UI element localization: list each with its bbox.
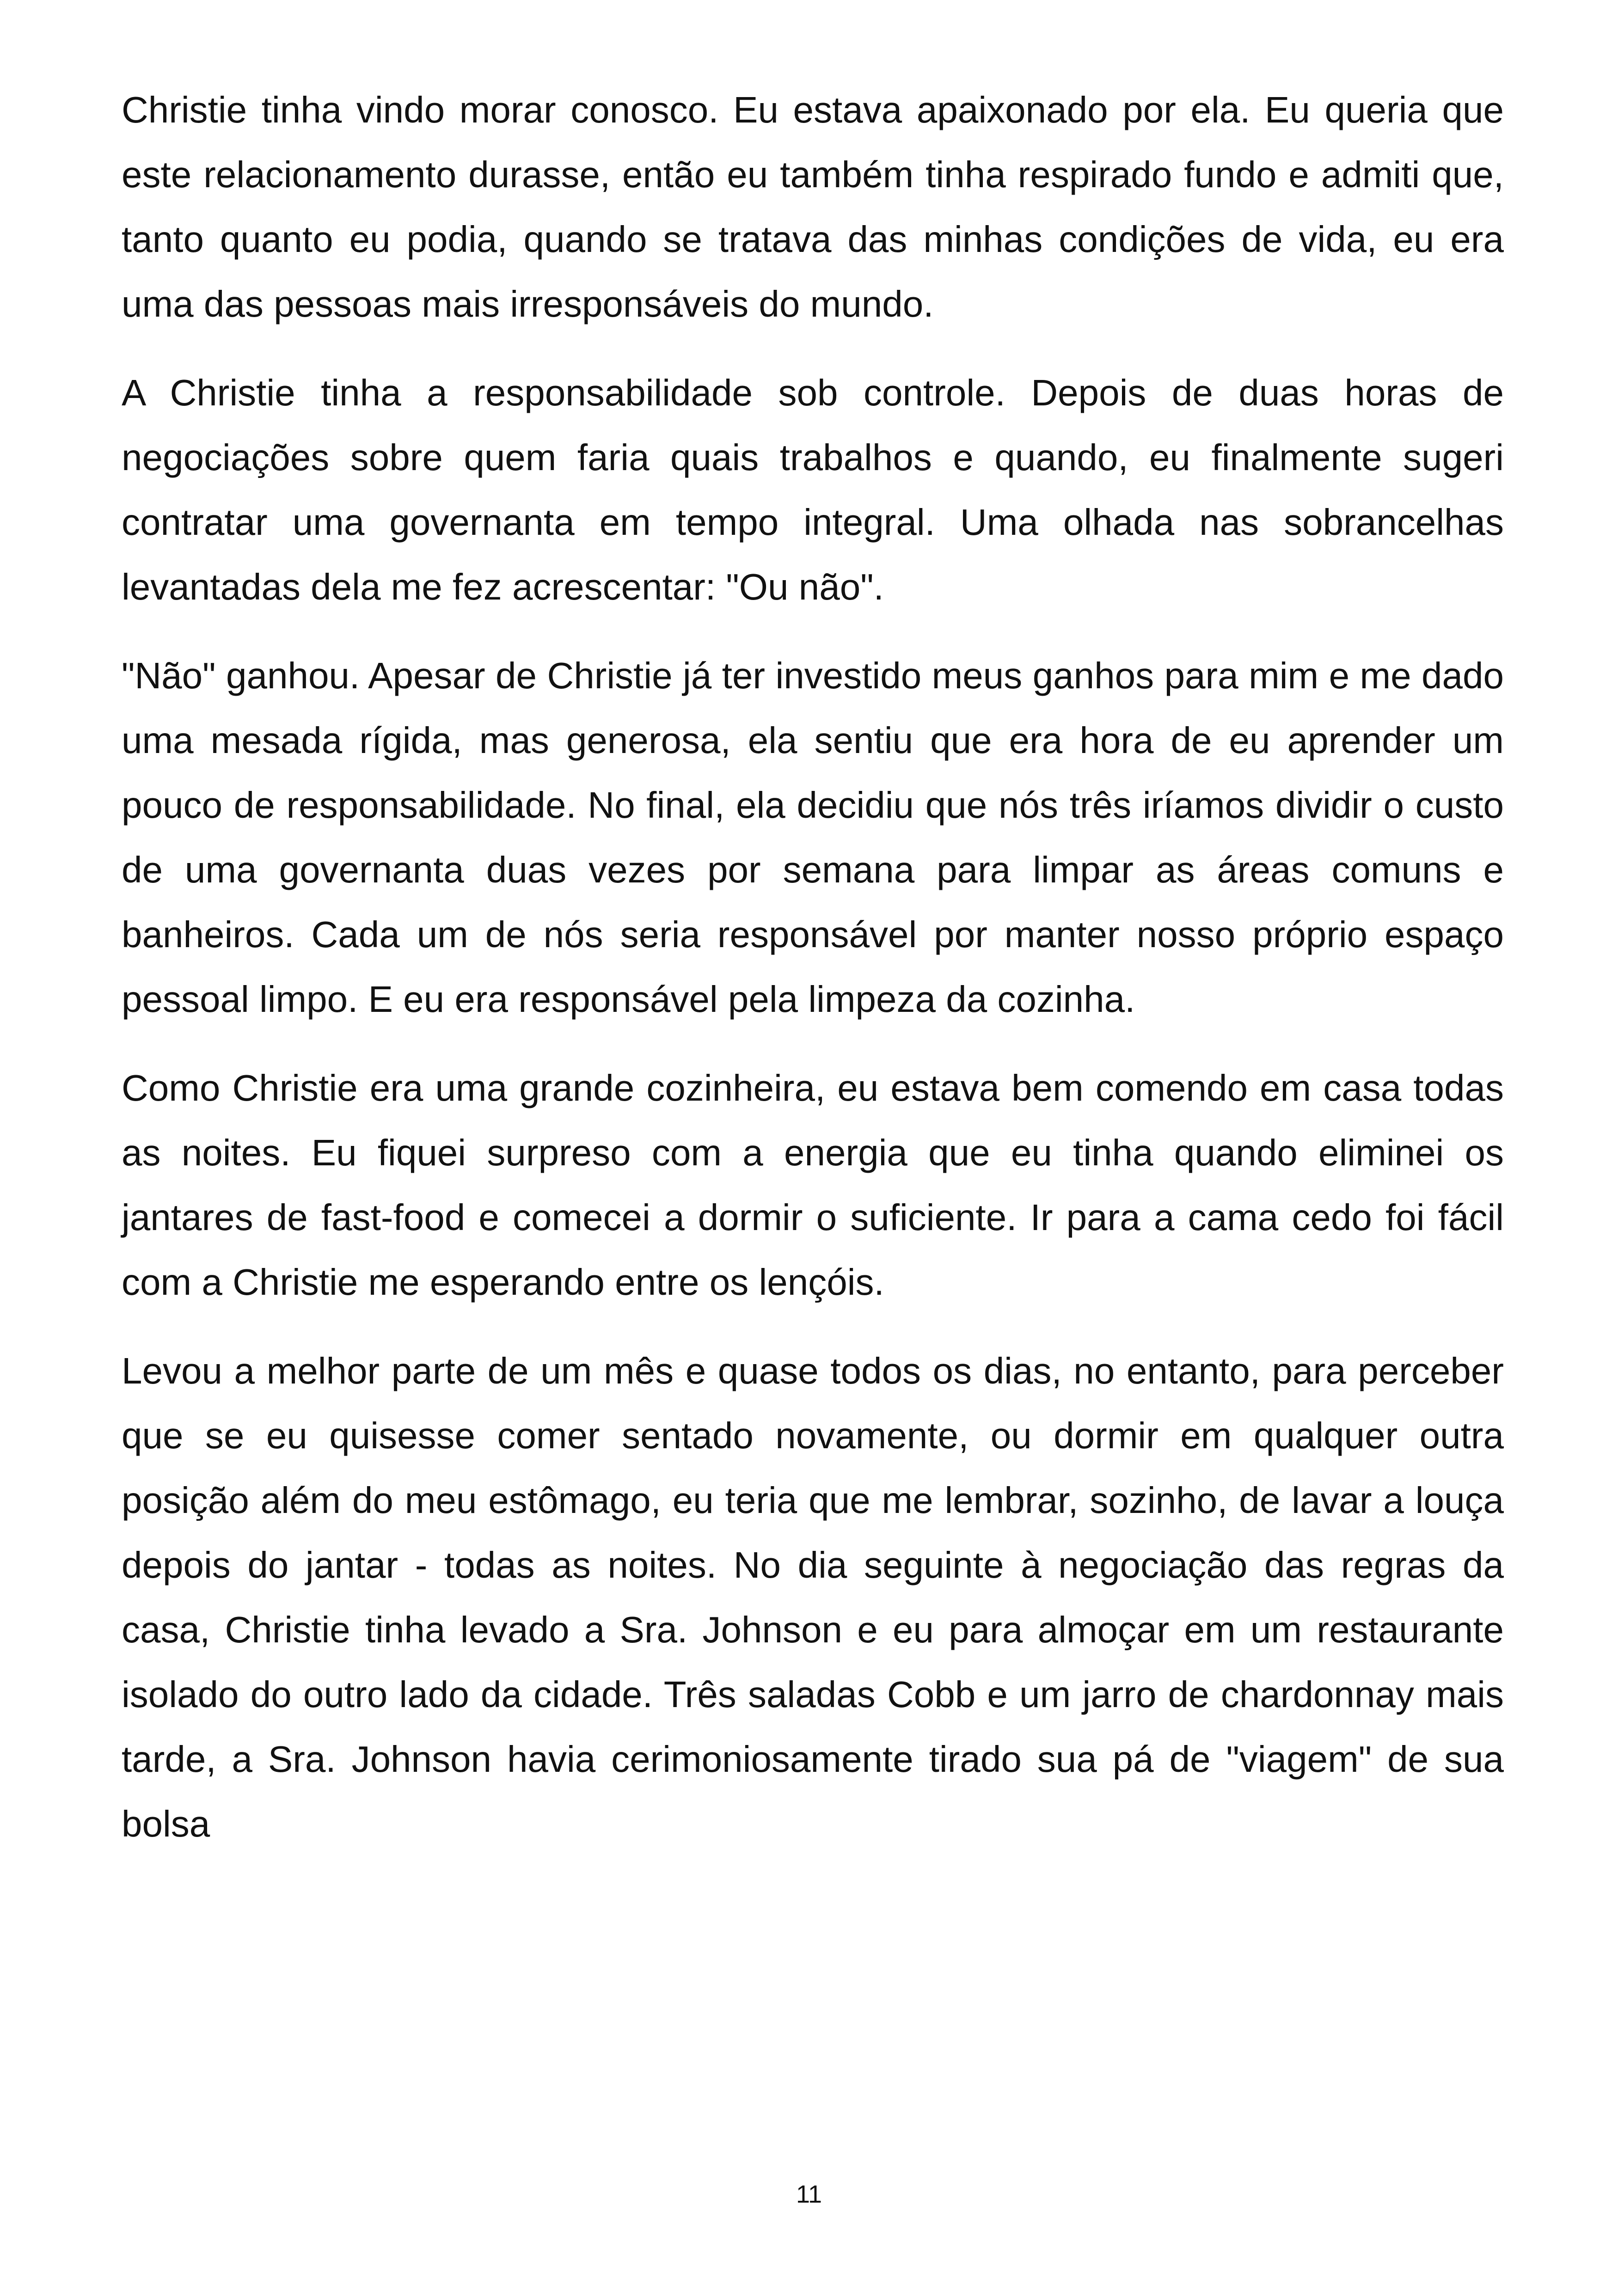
paragraph-4: Como Christie era uma grande cozinheira, eu estava bem comendo em casa todas as noites. Eu fiquei surpreso com a energia que eu tinha quando eliminei os jantares de fast-food e comecei a dormir o suficiente. Ir para a cama cedo foi fácil com a Christie me esperando entre os lençóis. <box>122 1067 1504 1303</box>
paragraph-2: A Christie tinha a responsabilidade sob controle. Depois de duas horas de negociações sobre quem faria quais trabalhos e quando, eu finalmente sugeri contratar uma governanta em tempo integral. Uma olhada nas sobrancelhas levantadas dela me fez acrescentar: "Ou não". <box>122 372 1504 607</box>
page-number: 11 <box>796 2180 822 2208</box>
paragraph-5: Levou a melhor parte de um mês e quase todos os dias, no entanto, para perceber que se eu quisesse comer sentado novamente, ou dormir em qualquer outra posição além do meu estômago, eu teria que me lembrar, sozinho, de lavar a louça depois do jantar - todas as noites. No dia seguinte à negociação das regras da casa, Christie tinha levado a Sra. Johnson e eu para almoçar em um restaurante isolado do outro lado da cidade. Três saladas Cobb e um jarro de chardonnay mais tarde, a Sra. Johnson havia cerimoniosamente tirado sua pá de "viagem" de sua bolsa <box>122 1350 1504 1844</box>
paragraph-1: Christie tinha vindo morar conosco. Eu estava apaixonado por ela. Eu queria que este relacionamento durasse, então eu também tinha respirado fundo e admiti que, tanto quanto eu podia, quando se tratava das minhas condições de vida, eu era uma das pessoas mais irresponsáveis do mundo. <box>122 89 1504 325</box>
paragraph-3: "Não" ganhou. Apesar de Christie já ter investido meus ganhos para mim e me dado uma mesada rígida, mas generosa, ela sentiu que era hora de eu aprender um pouco de responsabilidade. No final, ela decidiu que nós três iríamos dividir o custo de uma governanta duas vezes por semana para limpar as áreas comuns e banheiros. Cada um de nós seria responsável por manter nosso próprio espaço pessoal limpo. E eu era responsável pela limpeza da cozinha. <box>122 655 1504 1020</box>
body-text <box>122 78 1504 1880</box>
